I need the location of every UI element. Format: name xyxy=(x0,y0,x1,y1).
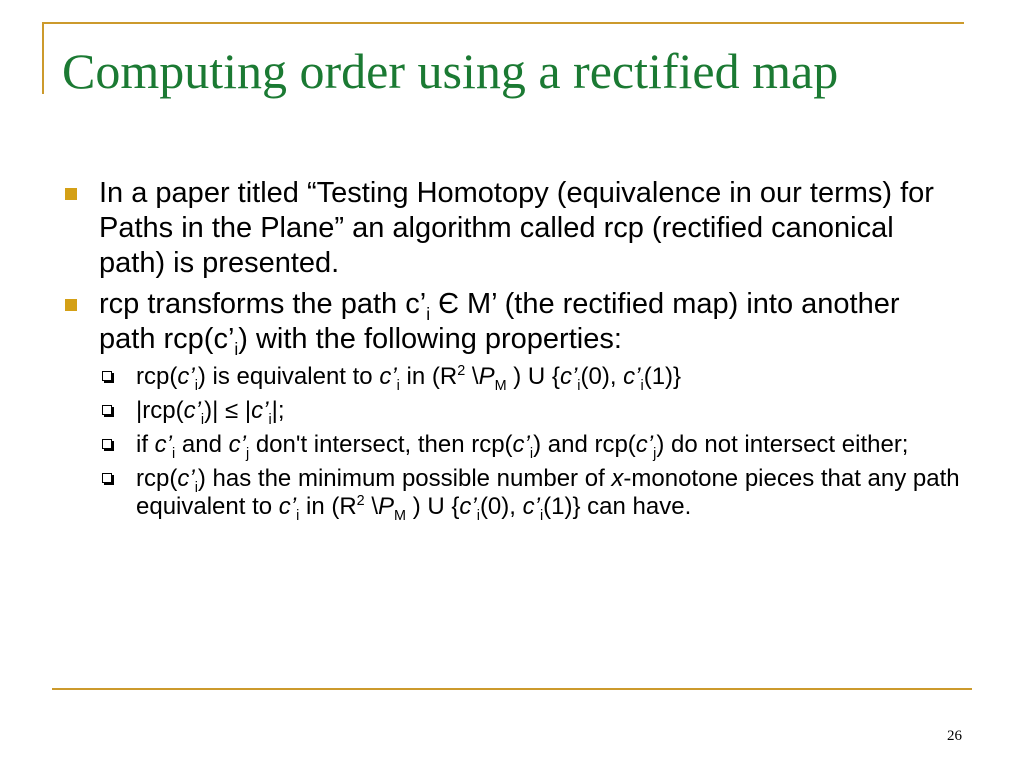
text-segment: in (R xyxy=(299,493,357,520)
text-segment: \ xyxy=(465,363,479,390)
subscript: i xyxy=(476,507,480,524)
text-segment: ) has the minimum possible number of xyxy=(197,465,612,492)
subscript: M xyxy=(494,377,507,394)
math-var: c’ xyxy=(379,363,397,390)
math-var: P xyxy=(478,363,495,390)
subscript: i xyxy=(234,338,239,359)
math-var: c’ xyxy=(228,431,246,458)
math-var: c’ xyxy=(154,431,173,458)
text-segment: (0), xyxy=(479,493,523,520)
text-segment: if xyxy=(136,431,155,458)
text-segment: ) U { xyxy=(506,363,560,390)
math-var: P xyxy=(378,493,395,520)
text-segment: and xyxy=(175,431,229,458)
math-var: c’ xyxy=(278,493,297,520)
superscript: 2 xyxy=(356,493,365,509)
subscript: i xyxy=(194,479,198,496)
subscript: j xyxy=(653,445,657,462)
math-var: c’ xyxy=(623,363,641,390)
math-var: c’ xyxy=(183,397,201,424)
subscript: M xyxy=(394,507,407,524)
math-var: c’ xyxy=(177,465,195,492)
math-var: c’ xyxy=(635,431,654,458)
subbullet-length xyxy=(62,397,962,428)
left-rule xyxy=(42,22,44,94)
square-bullet-icon xyxy=(65,299,77,311)
top-rule xyxy=(42,22,964,24)
math-var: c’ xyxy=(522,493,540,520)
text-segment: (0), xyxy=(580,363,624,390)
hollow-square-bullet-icon xyxy=(102,473,112,483)
text-segment: Є M’ (the rectified map) into another path rcp(c’ xyxy=(99,288,900,355)
superscript: 2 xyxy=(457,363,466,379)
subbullet-monotone-pieces xyxy=(62,465,962,524)
subscript: i xyxy=(200,411,205,428)
text-segment: )| ≤ | xyxy=(204,397,252,424)
text-segment: \ xyxy=(364,493,379,520)
math-var: x xyxy=(611,465,624,492)
text-segment: ) do not intersect either; xyxy=(656,431,909,458)
subscript: i xyxy=(539,507,544,524)
text-segment: ) and rcp( xyxy=(533,431,636,458)
bullet-text: In a paper titled “Testing Homotopy (equivalence in our terms) for Paths in the Plane” an algorithm called rcp (rectified canonical path) is presented. xyxy=(99,177,934,279)
subscript: i xyxy=(268,411,272,428)
subscript: i xyxy=(396,377,400,394)
subscript: i xyxy=(172,445,176,462)
text-segment: (1)} can have. xyxy=(543,493,692,520)
hollow-square-bullet-icon xyxy=(102,439,112,449)
bullet-paper-reference xyxy=(62,176,962,281)
text-segment: ) is equivalent to xyxy=(197,363,380,390)
slide-body xyxy=(62,176,962,527)
subbullet-intersection xyxy=(62,431,962,462)
bullet-rcp-transform xyxy=(62,287,962,357)
math-var: c’ xyxy=(459,493,477,520)
subscript: i xyxy=(296,507,300,524)
math-var: c’ xyxy=(177,363,195,390)
subscript: i xyxy=(426,303,431,324)
text-segment: rcp( xyxy=(136,363,178,390)
text-segment: ) U { xyxy=(406,493,460,520)
subscript: i xyxy=(194,377,198,394)
subbullet-equivalence xyxy=(62,363,962,394)
subscript: i xyxy=(577,377,581,394)
page-number: 26 xyxy=(947,728,962,744)
text-segment: in (R xyxy=(399,363,458,390)
text-segment: rcp transforms the path c’ xyxy=(99,288,427,320)
hollow-square-bullet-icon xyxy=(102,405,112,415)
text-segment: -monotone pieces that any path equivalent to xyxy=(136,465,960,520)
text-segment: |rcp( xyxy=(136,397,184,424)
text-segment: |; xyxy=(271,397,285,424)
bottom-rule xyxy=(52,688,972,690)
math-var: c’ xyxy=(512,431,530,458)
slide-title: Computing order using a rectified map xyxy=(62,43,839,99)
subscript: i xyxy=(640,377,644,394)
hollow-square-bullet-icon xyxy=(102,371,112,381)
text-segment: ) with the following properties: xyxy=(238,323,622,355)
math-var: c’ xyxy=(251,397,269,424)
math-var: c’ xyxy=(559,363,578,390)
subscript: j xyxy=(245,445,250,462)
subscript: i xyxy=(529,445,534,462)
text-segment: rcp( xyxy=(136,465,178,492)
square-bullet-icon xyxy=(65,188,77,200)
text-segment: don't intersect, then rcp( xyxy=(249,431,513,458)
text-segment: (1)} xyxy=(643,363,682,390)
